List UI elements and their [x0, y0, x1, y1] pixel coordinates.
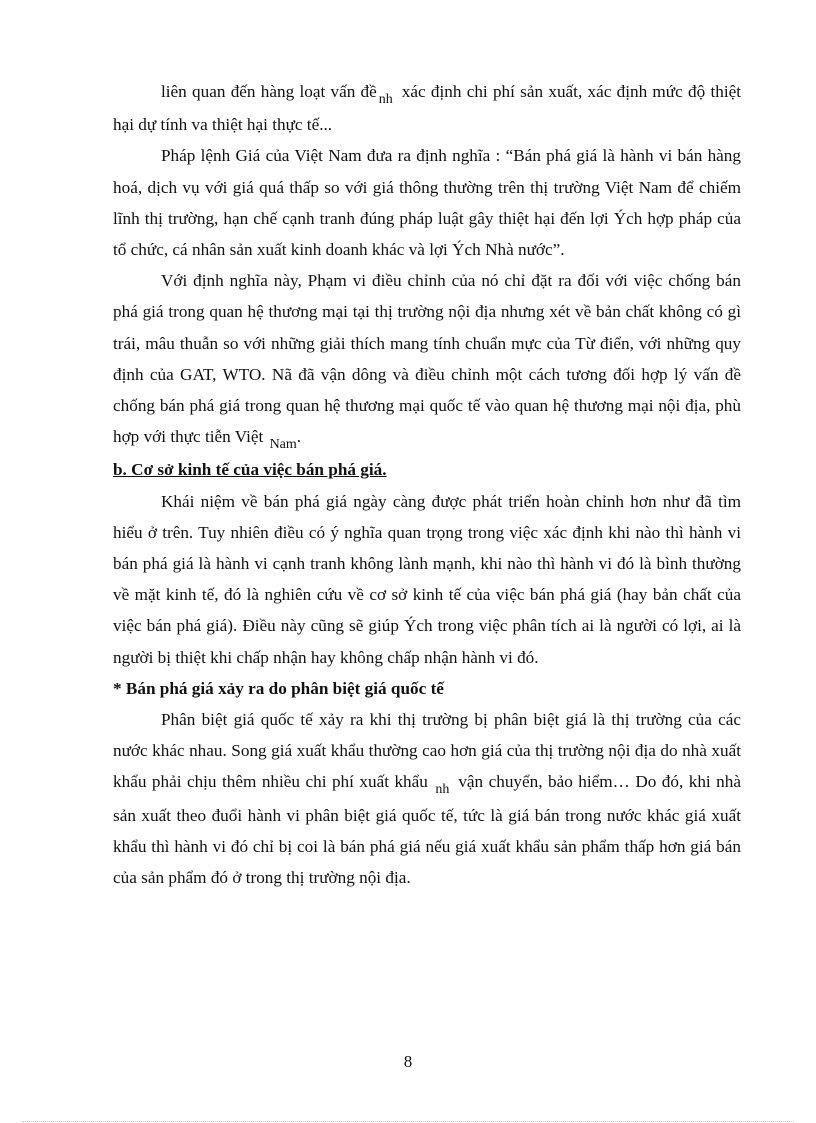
footer-divider	[22, 1121, 794, 1122]
paragraph-5-subscript: nh	[435, 782, 450, 798]
paragraph-3-subscript: Nam	[269, 437, 297, 453]
paragraph-1-text-b: xác định chi phí sản xuất, xác định mức độ thiệt hại dự tính va thiệt hại thực tế...	[113, 82, 741, 135]
section-heading-star: * Bán phá giá xảy ra do phân biệt giá quốc tế	[113, 678, 444, 698]
paragraph-1-text-a: liên quan đến hàng loạt vấn đề	[161, 82, 377, 101]
paragraph-3-end: .	[296, 427, 302, 447]
page-number: 8	[403, 1052, 413, 1071]
paragraph-1-subscript: nh	[378, 92, 393, 107]
paragraph-5-text-b: vận chuyển, bảo hiểm… Do đó, khi nhà sản xuất theo đuổi hành vi phân biệt giá quốc tế, tức là giá bán trong nước khác giá xuất khẩu thì hành vi đó chỉ bị coi là bán phá giá nếu giá xuất khẩu sản phẩm thấp hơn giá bán của sản phẩm đó ở trong thị trường nội địa.	[113, 772, 741, 888]
paragraph-2: Pháp lệnh Giá của Việt Nam đưa ra định nghĩa : “Bán phá giá là hành vi bán hàng hoá, dịch vụ với giá quá thấp so với giá thông thường trên thị trường Việt Nam để chiếm lĩnh thị trường, hạn chế cạnh tranh đúng pháp luật gây thiệt hại đến lợi Ých hợp pháp của tổ chức, cá nhân sản xuất kinh doanh khác và lợi Ých Nhà nước”.	[113, 146, 741, 260]
paragraph-5	[113, 704, 741, 893]
section-heading-b: b. Cơ sở kinh tế của việc bán phá giá.	[113, 460, 387, 480]
paragraph-5-text-a: Phân biệt giá quốc tế xảy ra khi thị trường bị phân biệt giá là thị trường của các nước khác nhau. Song giá xuất khẩu thường cao hơn giá của thị trường nội địa do nhà xuất khẩu phải chịu thêm nhiều chi phí xuất khẩu	[113, 710, 741, 792]
paragraph-3	[113, 265, 741, 454]
paragraph-4: Khái niệm về bán phá giá ngày càng được phát triển hoàn chỉnh hơn như đã tìm hiểu ở trên. Tuy nhiên điều có ý nghĩa quan trọng trong việc xác định khi nào thì hành vi bán phá giá là hành vi cạnh tranh không lành mạnh, khi nào thì hành vi đó là bình thường về mặt kinh tế, đó là nghiên cứu về cơ sở kinh tế của việc bán phá giá (hay bản chất của việc bán phá giá). Điều này cũng sẽ giúp Ých trong việc phân tích ai là người có lợi, ai là người bị thiệt khi chấp nhận hay không chấp nhận hành vi đó.	[113, 491, 741, 667]
paragraph-3-text: Với định nghĩa này, Phạm vi điều chỉnh của nó chỉ đặt ra đối với việc chống bán phá giá trong quan hệ thương mại tại thị trường nội địa nhưng xét về bản chất không có gì trái, mâu thuẫn so với những giải thích mang tính chuẩn mực của Từ điển, với những quy định của GAT, WTO. Nã đã vận dông và điều chỉnh một cách tương đối hợp lý vấn đề chống bán phá giá trong quan hệ thương mại quốc tế vào quan hệ thương mại nội địa, phù hợp với thực tiễn Việt	[113, 271, 741, 447]
paragraph-1	[113, 76, 741, 140]
page-body	[113, 76, 741, 893]
